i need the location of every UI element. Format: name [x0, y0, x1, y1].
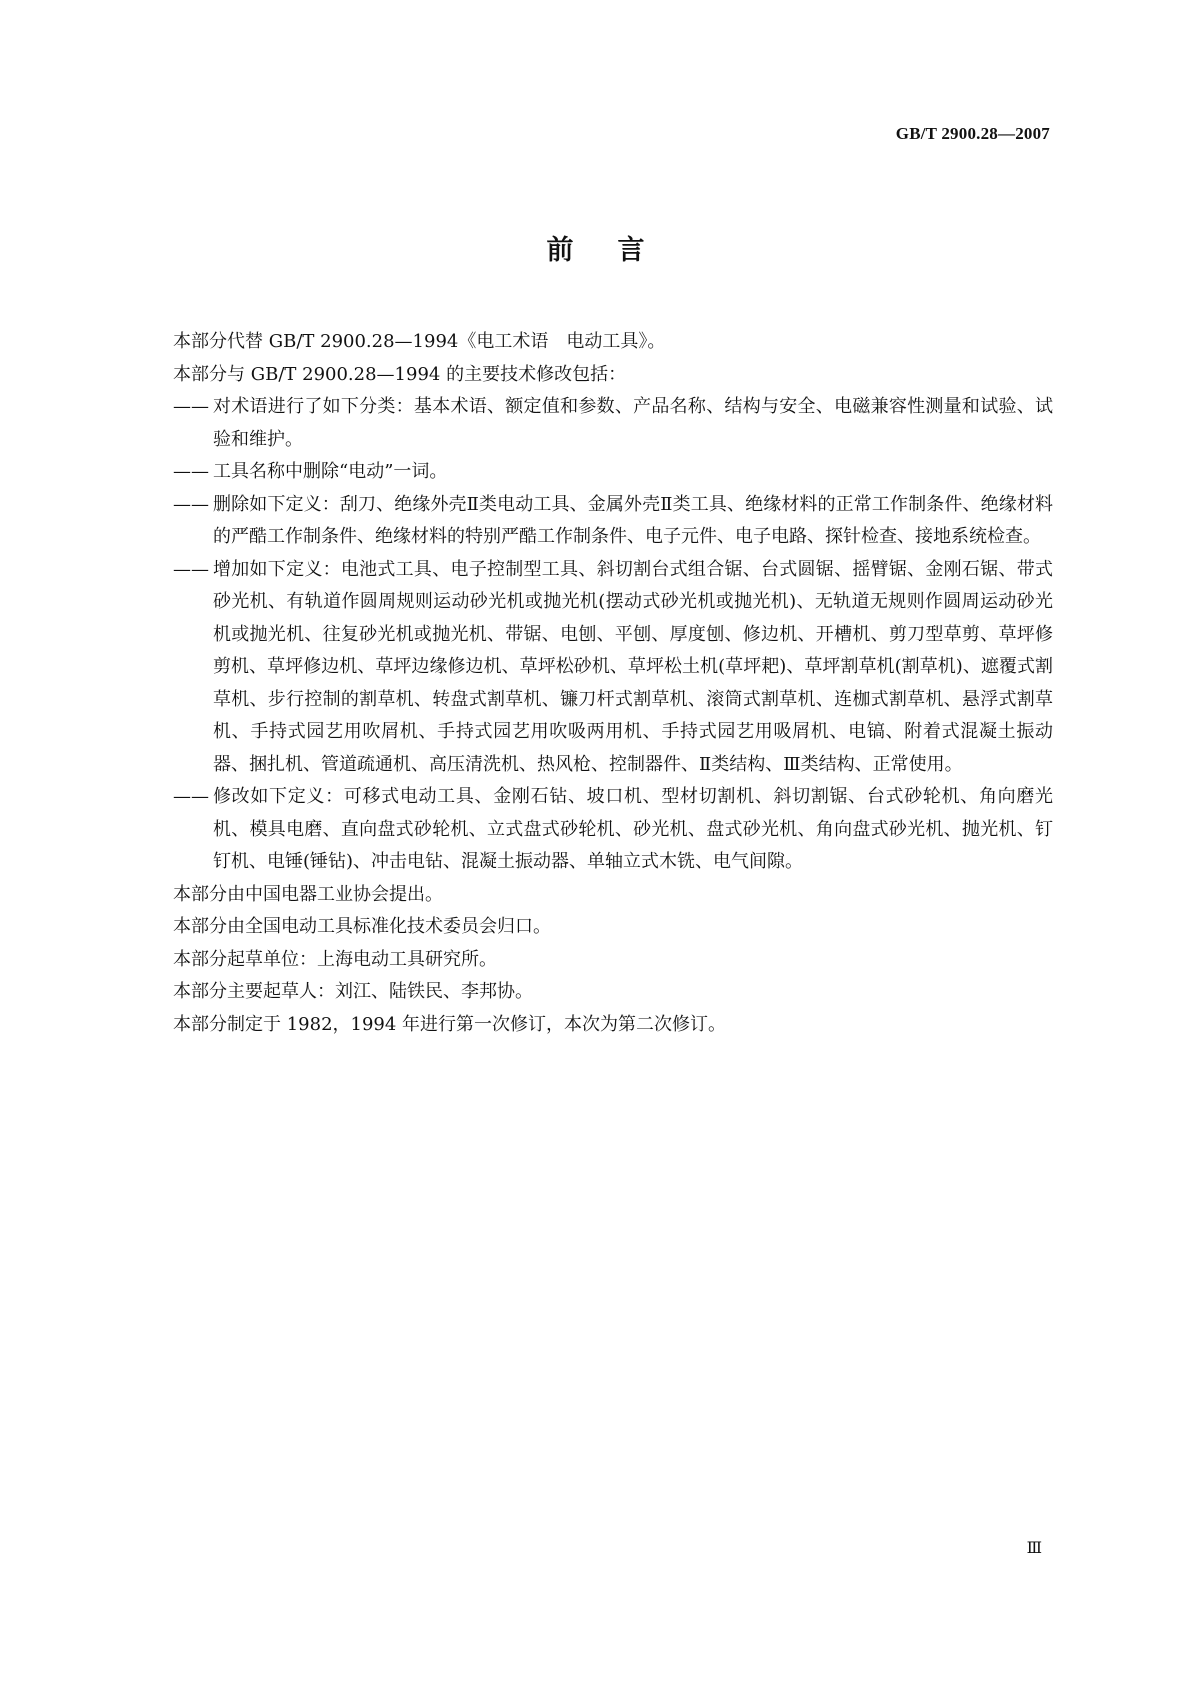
- change-item-text: 工具名称中删除“电动”一词。: [213, 461, 448, 482]
- page-number: Ⅲ: [1026, 1540, 1042, 1557]
- change-item-classification: [173, 391, 1053, 456]
- dash-marker: ——: [173, 461, 209, 482]
- paragraph-drafters: 本部分主要起草人：刘江、陆铁民、李邦协。: [173, 981, 533, 1002]
- dash-marker: ——: [173, 558, 209, 580]
- dash-marker: ——: [173, 396, 209, 417]
- paragraph-revision-history: 本部分制定于 1982，1994 年进行第一次修订，本次为第二次修订。: [173, 1013, 727, 1035]
- standard-code: GB/T 2900.28—2007: [895, 124, 1050, 143]
- foreword-body: [173, 326, 1053, 1041]
- change-item-text: 删除如下定义：刮刀、绝缘外壳Ⅱ类电动工具、金属外壳Ⅱ类工具、绝缘材料的正常工作制条件、绝缘材料的严酷工作制条件、绝缘材料的特别严酷工作制条件、电子元件、电子电路、探针检查、接地系统检查。: [213, 493, 1053, 547]
- change-item-text: 增加如下定义：电池式工具、电子控制型工具、斜切割台式组合锯、台式圆锯、摇臂锯、金刚石锯、带式砂光机、有轨道作圆周规则运动砂光机或抛光机(摆动式砂光机或抛光机)、无轨道无规则作圆周运动砂光机或抛光机、往复砂光机或抛光机、带锯、电刨、平刨、厚度刨、修边机、开槽机、剪刀型草剪、草坪修剪机、草坪修边机、草坪边缘修边机、草坪松砂机、草坪松土机(草坪耙)、草坪割草机(割草机)、遮覆式割草机、步行控制的割草机、转盘式割草机、镰刀杆式割草机、滚筒式割草机、连枷式割草机、悬浮式割草机、手持式园艺用吹屑机、手持式园艺用吹吸两用机、手持式园艺用吸屑机、电镐、附着式混凝土振动器、捆扎机、管道疏通机、高压清洗机、热风枪、控制器件、Ⅱ类结构、Ⅲ类结构、正常使用。: [213, 558, 1053, 775]
- paragraph-changes-intro: 本部分与 GB/T 2900.28—1994 的主要技术修改包括：: [173, 363, 627, 385]
- change-item-remove-word: [173, 456, 1053, 489]
- paragraph-drafting-unit: 本部分起草单位：上海电动工具研究所。: [173, 948, 497, 970]
- dash-marker: ——: [173, 493, 209, 515]
- dash-marker: ——: [173, 786, 209, 807]
- change-item-text: 对术语进行了如下分类：基本术语、额定值和参数、产品名称、结构与安全、电磁兼容性测量和试验、试验和维护。: [213, 396, 1053, 450]
- paragraph-replaces: 本部分代替 GB/T 2900.28—1994《电工术语 电动工具》。: [173, 331, 666, 352]
- change-item-modified-definitions: [173, 781, 1053, 879]
- paragraph-proposed-by: 本部分由中国电器工业协会提出。: [173, 883, 443, 905]
- page-title: 前言: [546, 235, 689, 266]
- change-item-added-definitions: [173, 554, 1053, 782]
- change-item-text: 修改如下定义：可移式电动工具、金刚石钻、坡口机、型材切割机、斜切割锯、台式砂轮机、角向磨光机、模具电磨、直向盘式砂轮机、立式盘式砂轮机、砂光机、盘式砂光机、角向盘式砂光机、抛光机、钉钉机、电锤(锤钻)、冲击电钻、混凝土振动器、单轴立式木铣、电气间隙。: [213, 786, 1053, 872]
- change-item-deleted-definitions: [173, 489, 1053, 554]
- paragraph-under-jurisdiction: 本部分由全国电动工具标准化技术委员会归口。: [173, 916, 551, 937]
